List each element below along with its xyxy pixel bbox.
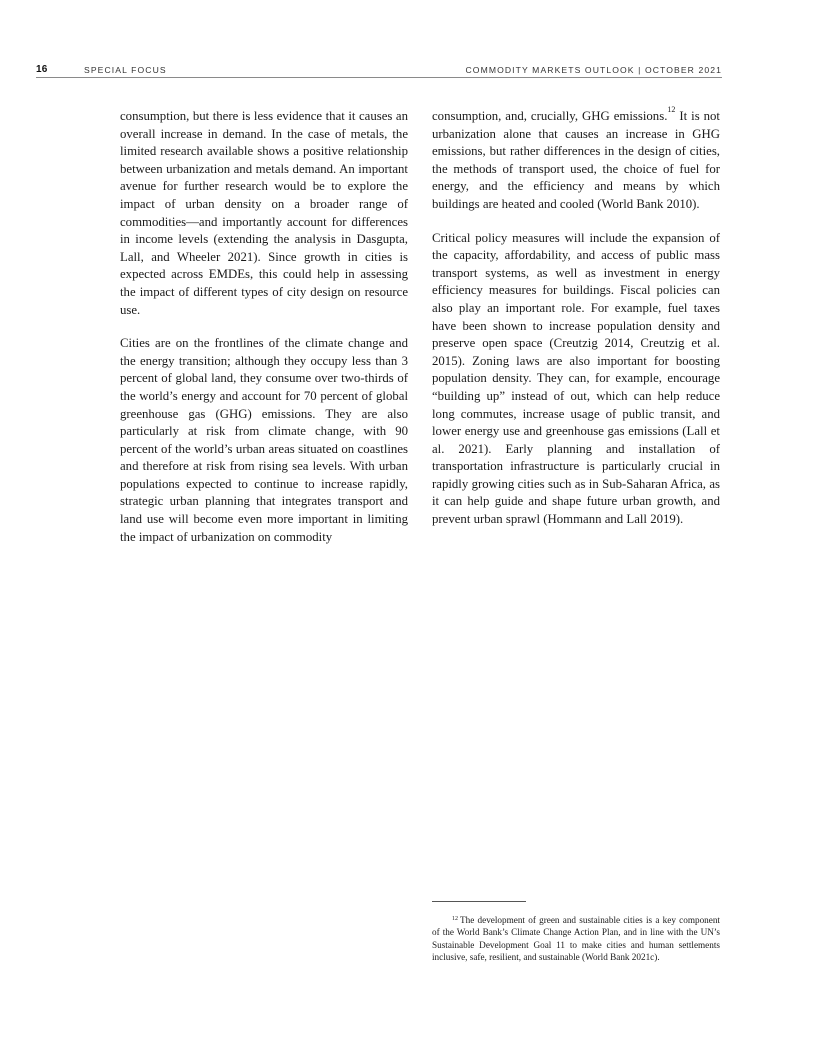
footnote-rule: [432, 901, 526, 902]
footnote-number: 12: [452, 916, 458, 922]
footnote-reference[interactable]: 12: [667, 105, 676, 114]
right-paragraph-2: Critical policy measures will include the expansion of the capacity, affordability, and access of public mass transport systems, as well as investment in energy efficiency measures for buildings. Fiscal policies can also play an important role. For example, fuel taxes have been shown to increase population density and preserve open space (Creutzig 2014, Creutzig et al. 2015). Zoning laws are also important for boosting population density. They can, for example, encourage “building up” instead of out, which can help reduce long commutes, increase usage of public transit, and lower energy use and greenhouse gas emissions (Lall et al. 2021). Early planning and installation of transportation infrastructure is particularly crucial in rapidly growing cities such as in Sub-Saharan Africa, as it can help guide and shape future urban growth, and prevent urban sprawl (Hommann and Lall 2019).: [432, 230, 720, 527]
page-number: 16: [36, 64, 48, 75]
left-paragraph-2: Cities are on the frontlines of the climate change and the energy transition; although they occupy less than 3 percent of global land, they consume over two-thirds of the world’s energy and account for 70 percent of global greenhouse gas (GHG) emissions. They are also particularly at risk from climate change, with 90 percent of the world’s urban areas situated on coastlines and therefore at risk from rising sea levels. With urban populations expected to continue to increase rapidly, strategic urban planning that integrates transport and land use will become even more important in limiting the impact of urbanization on commodity: [120, 336, 408, 544]
publication-title: COMMODITY MARKETS OUTLOOK | OCTOBER 2021: [465, 65, 722, 75]
right-paragraph-1-start: consumption, and, crucially, GHG emissions.: [432, 109, 668, 123]
footnote-text: The development of green and sustainable cities is a key component of the World Bank’s Climate Change Action Plan, and in line with the UN’s Sustainable Development Goal 11 to make cities and human settlements inclusive, safe, resilient, and sustainable (World Bank 2021c).: [432, 915, 720, 963]
right-paragraph-1-end: It is not urbanization alone that causes an increase in GHG emissions, but rather differences in the design of cities, the methods of transport used, the choice of fuel for energy, and the efficiency and means by which buildings are heated and cooled (World Bank 2010).: [432, 109, 720, 211]
header-rule: [36, 77, 722, 78]
left-column: [120, 108, 408, 562]
left-paragraph-1: consumption, but there is less evidence that it causes an overall increase in demand. In the case of metals, the limited research available shows a positive relationship between urbanization and metals demand. An important avenue for further research would be to explore the impact of urban density on a broader range of commodities—and importantly account for differences in income levels (extending the analysis in Dasgupta, Lall, and Wheeler 2021). Since growth in cities is expected across EMDEs, this could help in assessing the impact of different types of city design on resource use.: [120, 109, 408, 317]
right-paragraph-1: [432, 105, 720, 214]
footnote: [432, 914, 720, 964]
section-label: SPECIAL FOCUS: [84, 65, 167, 75]
right-column: [432, 105, 720, 545]
running-header: [36, 64, 722, 78]
